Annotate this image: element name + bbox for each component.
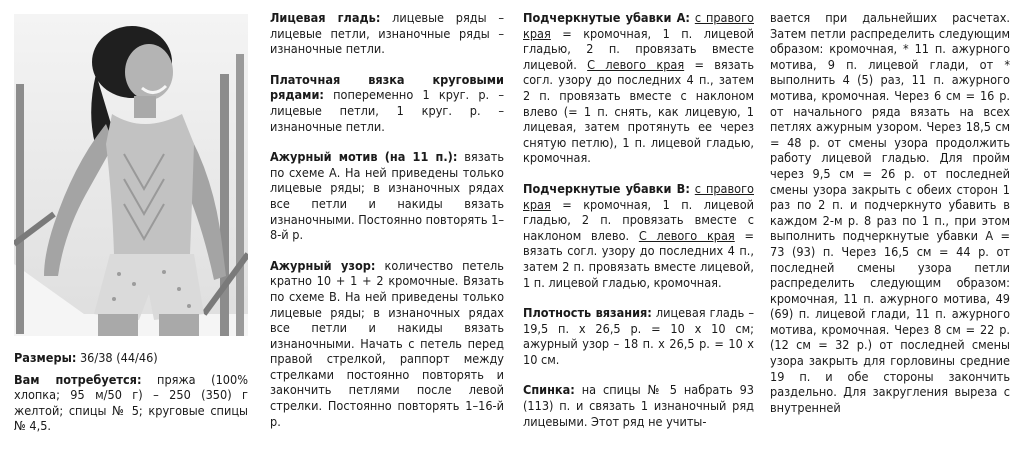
sizes	[14, 350, 248, 366]
column-3	[523, 10, 754, 444]
decrease-b-right-edge: с правого края	[523, 180, 754, 212]
back-text: на спицы № 5 набрать 93 (113) п. и связать 1 изнаночный ряд лицевыми. Этот ряд не учиты-	[523, 382, 754, 429]
stockinette-label: Лицевая гладь:	[270, 10, 381, 25]
back-label: Спинка:	[523, 382, 575, 398]
lace-motif-label: Ажурный мотив (на 11 п.):	[270, 149, 458, 165]
decrease-b-text1: = кромочная, 1 п. лицевой гладью, 2 п. провязать вместе с наклоном влево.	[523, 196, 754, 243]
materials	[14, 372, 248, 434]
lace-pattern-label: Ажурный узор:	[270, 257, 376, 273]
back-continuation: вается при дальнейших расчетах. Затем петли распределить следующим образом: кромочная, * 11 п. ажурного мотива, 9 п. лицевой глади, от * выполнить 4 (5) раз, 11 п. ажурного мотива, кромочная. Через 6 см = 16 р. от начального ряда вязать на всех петлях ажурным узором. Через 18,5 см = 48 р. от смены узора продолжить работу лицевой гладью. Для пройм через 9,5 см = 26 р. от последней смены узора закрыть с обеих сторон 1 раз по 2 п. и подчеркнуто убавить в каждом 2-м р. 8 раз по 1 п., при этом выполнить подчеркнутые убавки А = 73 (93) п. Через 16,5 см = 44 р. от последней смены узора петли распределить следующим образом: кромочная, 11 п. ажурного мотива, 49 (69) п. лицевой глади, 11 п. ажурного мотива, кромочная. Через 8 см = 22 р. (12 см = 32 р.) от последней смены узора закрыть для горловины средние 19 п. и обе стороны закончить раздельно. Для закругления выреза с внутренней	[770, 10, 1010, 415]
lace-pattern-text: количество петель кратно 10 + 1 + 2 кромочные. Вязать по схеме В. На ней приведены только лицевые ряды; в изнаночных рядах все петли и накиды вязать изнаночными. Начать с петель перед правой стрелкой, раппорт между стрелками постоянно повторять и закончить петлями после левой стрелки. Постоянно повторять 1–16-й р.	[270, 257, 504, 429]
model-photo	[14, 14, 248, 336]
decrease-a-text1: = кромочная, 1 п. лицевой гладью, 2 п. провязать вместе лицевой.	[523, 25, 754, 72]
garter-round	[270, 72, 504, 134]
decrease-b	[523, 181, 754, 290]
garter-round-text: попеременно 1 круг. р. – лицевые петли, 1 круг. р. – изнаночные петли.	[270, 87, 504, 134]
decrease-b-label: Подчеркнутые убавки В:	[523, 180, 690, 196]
back	[523, 382, 754, 429]
garter-round-label: Платочная вязка круговыми рядами:	[270, 71, 504, 103]
lace-pattern	[270, 258, 504, 430]
stockinette	[270, 10, 504, 57]
column-1	[14, 350, 248, 449]
decrease-a-text2: = вязать согл. узору до последних 4 п., затем 2 п. провязать вместе с наклоном влево (= 1 п. снять, как лицевую, 1 лицевая, затем протянуть ее через снятую петлю), 1 п. лицевой гладью, кромочная.	[523, 56, 754, 166]
sizes-text: 36/38 (44/46)	[76, 350, 158, 365]
decrease-b-text2: = вязать согл. узору до последних 4 п., затем 2 п. провязать вместе лицевой, 1 п. лицевой гладью, кромочная.	[523, 227, 754, 290]
decrease-b-left-edge: С левого края	[638, 227, 735, 243]
materials-label: Вам потребуется:	[14, 371, 142, 387]
stockinette-text: лицевые ряды – лицевые петли, изнаночные ряды – изнаночные петли.	[270, 10, 504, 57]
decrease-a-label: Подчеркнутые убавки А:	[523, 10, 690, 25]
sizes-label: Размеры:	[14, 350, 77, 365]
lace-motif	[270, 149, 504, 243]
decrease-a-left-edge: С левого края	[587, 56, 685, 72]
column-2	[270, 10, 504, 444]
column-4	[770, 10, 1010, 430]
lace-motif-text: вязать по схеме А. На ней приведены только лицевые ряды; в изнаночных рядах все петли и накиды вязать изнаночными. Постоянно повторять 1–8-й р.	[270, 149, 504, 243]
materials-text: пряжа (100% хлопка; 95 м/50 г) – 250 (350) г желтой; спицы № 5; круговые спицы № 4,5.	[14, 371, 248, 434]
gauge-text: лицевая гладь – 19,5 п. х 26,5 р. = 10 х 10 см; ажурный узор – 18 п. х 26,5 р. = 10 х 10 см.	[523, 305, 754, 367]
decrease-a-right-edge: с правого края	[523, 10, 754, 41]
gauge-label: Плотность вязания:	[523, 305, 652, 321]
decrease-a	[523, 10, 754, 166]
gauge	[523, 305, 754, 367]
